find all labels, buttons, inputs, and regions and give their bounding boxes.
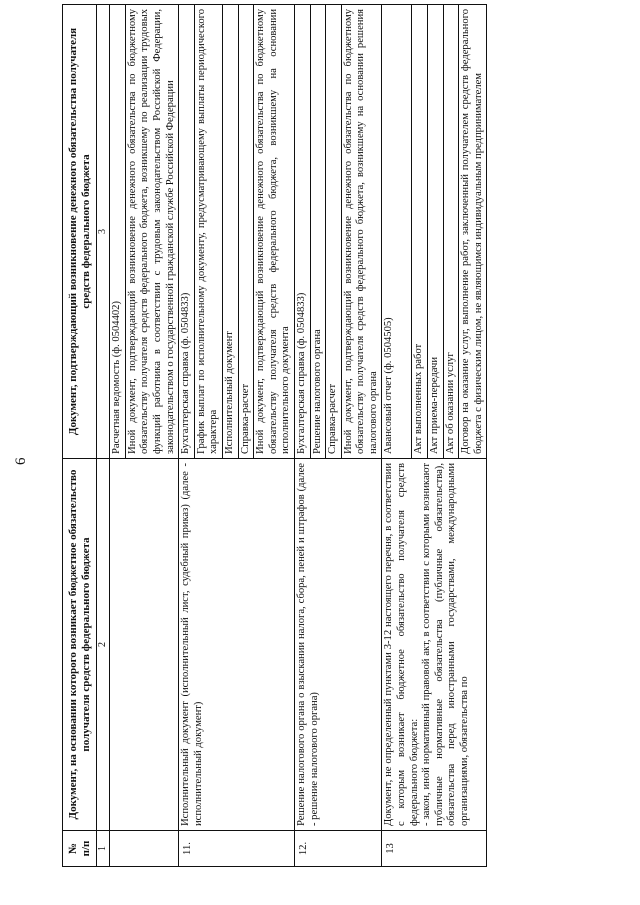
document-item: Расчетная ведомость (ф. 0504402) [110, 5, 125, 458]
table-row [382, 5, 487, 867]
row-number: 13 [382, 831, 487, 867]
document-item: Решение налогового органа [310, 5, 326, 458]
table-row [294, 5, 382, 867]
basis-cell [382, 459, 487, 831]
column-index: 3 [97, 5, 110, 459]
header-confirming-document: Документ, подтверждающий возникновение денежного обязательства получателя средств федерального бюджета [63, 5, 97, 459]
basis-cell [110, 459, 179, 831]
table-row [110, 5, 179, 867]
column-index-row [97, 5, 110, 867]
documents-cell [110, 5, 179, 459]
document-item: Иной документ, подтверждающий возникновение денежного обязательства по бюджетному обязательству получателя средств федерального бюджета, возникшему на основании исполнительного документа [255, 9, 292, 454]
document-item: Авансовый отчет (ф. 0504505) [382, 5, 412, 458]
document-item: Справка-расчет [238, 5, 254, 458]
document-item: Исполнительный документ [222, 5, 238, 458]
basis-text: Решение налогового органа о взыскании налога, сбора, пеней и штрафов (далее - решение налогового органа) [294, 459, 382, 831]
documents-list [179, 5, 294, 458]
documents-cell [179, 5, 295, 459]
column-index: 2 [97, 459, 110, 831]
header-row [63, 5, 97, 867]
basis-paragraph: - закон, иной нормативный правовой акт, в соответствии с которыми возникают публичные нормативные обязательства (публичные обязательства), обязательства перед иностранными государствами, международными организациями, обязательства по [421, 463, 471, 826]
document-item: Договор на оказание услуг, выполнение работ, заключенный получателем средств федерального бюджета с физическим лицом, не являющимся индивидуальным предпринимателем [460, 9, 484, 454]
documents-cell [294, 5, 382, 459]
basis-text: Исполнительный документ (исполнительный лист, судебный приказ) (далее - исполнительный документ) [179, 459, 295, 831]
document-item: Акт приема-передачи [428, 5, 444, 458]
table-row [179, 5, 295, 867]
row-number: 11. [179, 831, 295, 867]
header-basis-document: Документ, на основании которого возникает бюджетное обязательство получателя средств федерального бюджета [63, 459, 97, 831]
document-item: Иной документ, подтверждающий возникновение денежного обязательства по бюджетному обязательству получателя средств федерального бюджета, возникшему по реализации трудовых функций работника в соответствии с трудовым законодательством Российской Федерации, законодательством о государственной гражданской службе Российской Федерации [126, 9, 176, 454]
document-item: График выплат по исполнительному документу, предусматривающему выплаты периодического характера [194, 5, 222, 458]
row-number: 12. [294, 831, 382, 867]
document-item: Иной документ, подтверждающий возникновение денежного обязательства по бюджетному обязательству получателя средств федерального бюджета, возникшему на основании решения налогового органа [342, 9, 379, 454]
document-table [62, 4, 487, 867]
documents-list [110, 5, 178, 458]
column-index: 1 [97, 831, 110, 867]
basis-paragraph: Документ, не определенный пунктами 3-12 настоящего перечня, в соответствии с которым возникает бюджетное обязательство получателя средств федерального бюджета: [383, 463, 420, 826]
documents-cell [382, 5, 487, 459]
documents-list [382, 5, 486, 458]
document-item: Бухгалтерская справка (ф. 0504833) [179, 5, 194, 458]
document-item: Бухгалтерская справка (ф. 0504833) [295, 5, 310, 458]
document-item: Акт выполненных работ [412, 5, 428, 458]
header-number: № п/п [63, 831, 97, 867]
row-number-cell [110, 831, 179, 867]
document-item: Акт об оказании услуг [443, 5, 459, 458]
document-item: Справка-расчет [326, 5, 342, 458]
documents-list [295, 5, 382, 458]
page-number: 6 [13, 457, 29, 465]
